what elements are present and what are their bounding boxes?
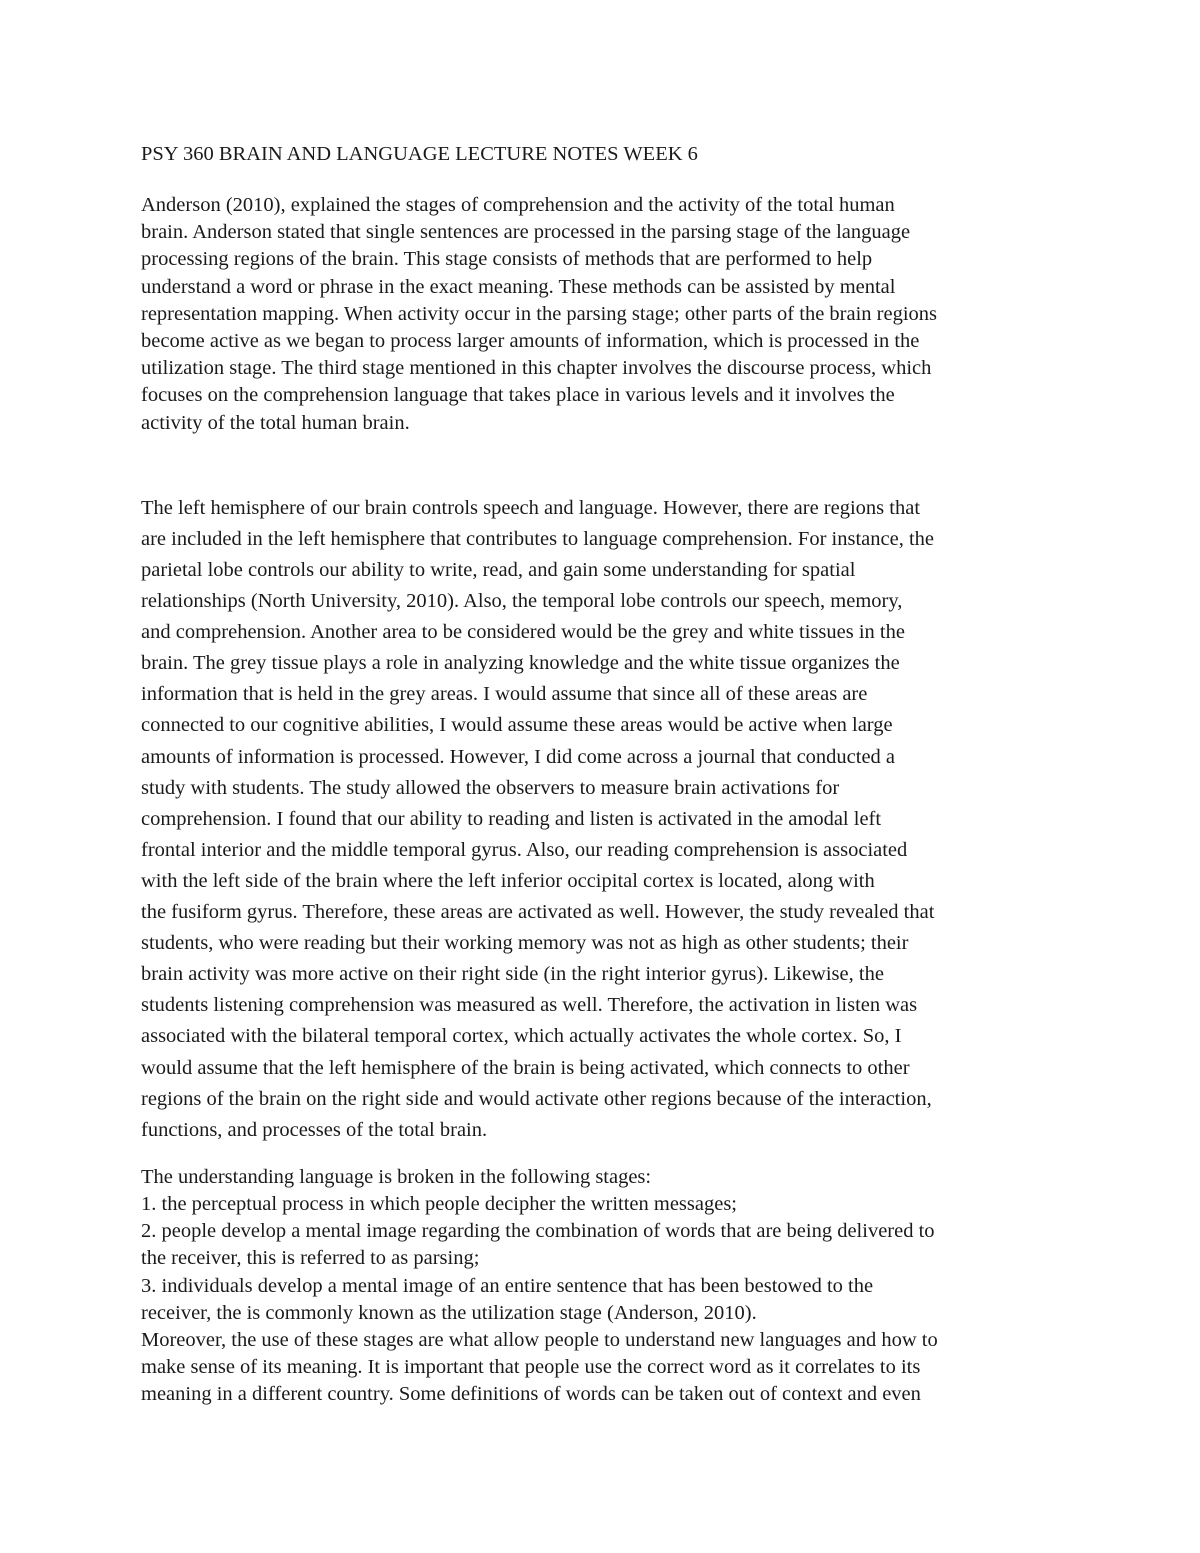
paragraph-line: focuses on the comprehension language that takes place in various levels and it involves the [141, 384, 895, 407]
paragraph-line: brain. Anderson stated that single sentences are processed in the parsing stage of the language [141, 221, 911, 244]
paragraph-line: representation mapping. When activity occur in the parsing stage; other parts of the brain regions [141, 302, 938, 325]
paragraph-line: amounts of information is processed. However, I did come across a journal that conducted a [141, 745, 896, 768]
paragraph-line: become active as we began to process larger amounts of information, which is processed in the [141, 330, 920, 353]
paragraph-line: Moreover, the use of these stages are what allow people to understand new languages and how to [141, 1329, 938, 1352]
paragraph-line: Anderson (2010), explained the stages of comprehension and the activity of the total human [141, 194, 895, 216]
paragraph-line: study with students. The study allowed the observers to measure brain activations for [141, 776, 840, 799]
paragraph-line: regions of the brain on the right side and would activate other regions because of the interaction, [141, 1087, 932, 1110]
paragraph-line: processing regions of the brain. This stage consists of methods that are performed to help [141, 248, 873, 271]
paragraph-line: parietal lobe controls our ability to write, read, and gain some understanding for spatial [141, 559, 856, 582]
paragraph-line: brain. The grey tissue plays a role in analyzing knowledge and the white tissue organizes the [141, 652, 900, 675]
paragraph-closing [141, 1327, 1071, 1409]
paragraph-line: activity of the total human brain. [141, 411, 410, 434]
paragraph-line: brain activity was more active on their right side (in the right interior gyrus). Likewise, the [141, 963, 884, 986]
paragraph-line: understand a word or phrase in the exact meaning. These methods can be assisted by mental [141, 275, 896, 298]
list-item-line: 3. individuals develop a mental image of an entire sentence that has been bestowed to the [141, 1274, 874, 1297]
paragraph-line: The left hemisphere of our brain controls speech and language. However, there are regions that [141, 496, 921, 519]
paragraph-line: utilization stage. The third stage mentioned in this chapter involves the discourse process, which [141, 357, 932, 380]
paragraph-line: associated with the bilateral temporal cortex, which actually activates the whole cortex. So, I [141, 1025, 902, 1048]
list-item [141, 1191, 1071, 1218]
paragraph-line: relationships (North University, 2010). Also, the temporal lobe controls our speech, memory, [141, 590, 903, 613]
list-item-line: 2. people develop a mental image regarding the combination of words that are being delivered to [141, 1220, 935, 1243]
paragraph-line: meaning in a different country. Some definitions of words can be taken out of context and even [141, 1383, 921, 1406]
paragraph-line: students listening comprehension was measured as well. Therefore, the activation in listen was [141, 994, 918, 1017]
document-page [141, 140, 1071, 1409]
paragraph-line: information that is held in the grey areas. I would assume that since all of these areas are [141, 683, 868, 706]
list-item [141, 1273, 1071, 1327]
document-title: PSY 360 BRAIN AND LANGUAGE LECTURE NOTES WEEK 6 [141, 143, 698, 165]
paragraph-line: and comprehension. Another area to be considered would be the grey and white tissues in the [141, 621, 905, 644]
list-intro-line: The understanding language is broken in the following stages: [141, 1165, 652, 1188]
paragraph-line: make sense of its meaning. It is important that people use the correct word as it correlates to its [141, 1356, 921, 1379]
list-item-line: 1. the perceptual process in which people decipher the written messages; [141, 1193, 738, 1215]
paragraph-line: with the left side of the brain where the left inferior occipital cortex is located, along with [141, 869, 875, 892]
paragraph-line: frontal interior and the middle temporal gyrus. Also, our reading comprehension is associated [141, 838, 908, 861]
list-item-line: receiver, the is commonly known as the utilization stage (Anderson, 2010). [141, 1301, 757, 1324]
paragraph-stages-of-comprehension [141, 192, 1071, 437]
list-item-line: the receiver, this is referred to as parsing; [141, 1247, 480, 1270]
list-intro [141, 1164, 1071, 1191]
paragraph-line: connected to our cognitive abilities, I would assume these areas would be active when large [141, 714, 893, 737]
paragraph-line: comprehension. I found that our ability to reading and listen is activated in the amodal left [141, 807, 882, 830]
paragraph-line: students, who were reading but their working memory was not as high as other students; their [141, 932, 909, 955]
paragraph-left-hemisphere [141, 493, 1071, 1146]
paragraph-line: the fusiform gyrus. Therefore, these areas are activated as well. However, the study revealed that [141, 901, 935, 924]
list-item [141, 1218, 1071, 1272]
paragraph-line: functions, and processes of the total brain. [141, 1118, 488, 1141]
paragraph-line: are included in the left hemisphere that contributes to language comprehension. For instance, the [141, 527, 934, 550]
paragraph-line: would assume that the left hemisphere of the brain is being activated, which connects to other [141, 1056, 910, 1079]
